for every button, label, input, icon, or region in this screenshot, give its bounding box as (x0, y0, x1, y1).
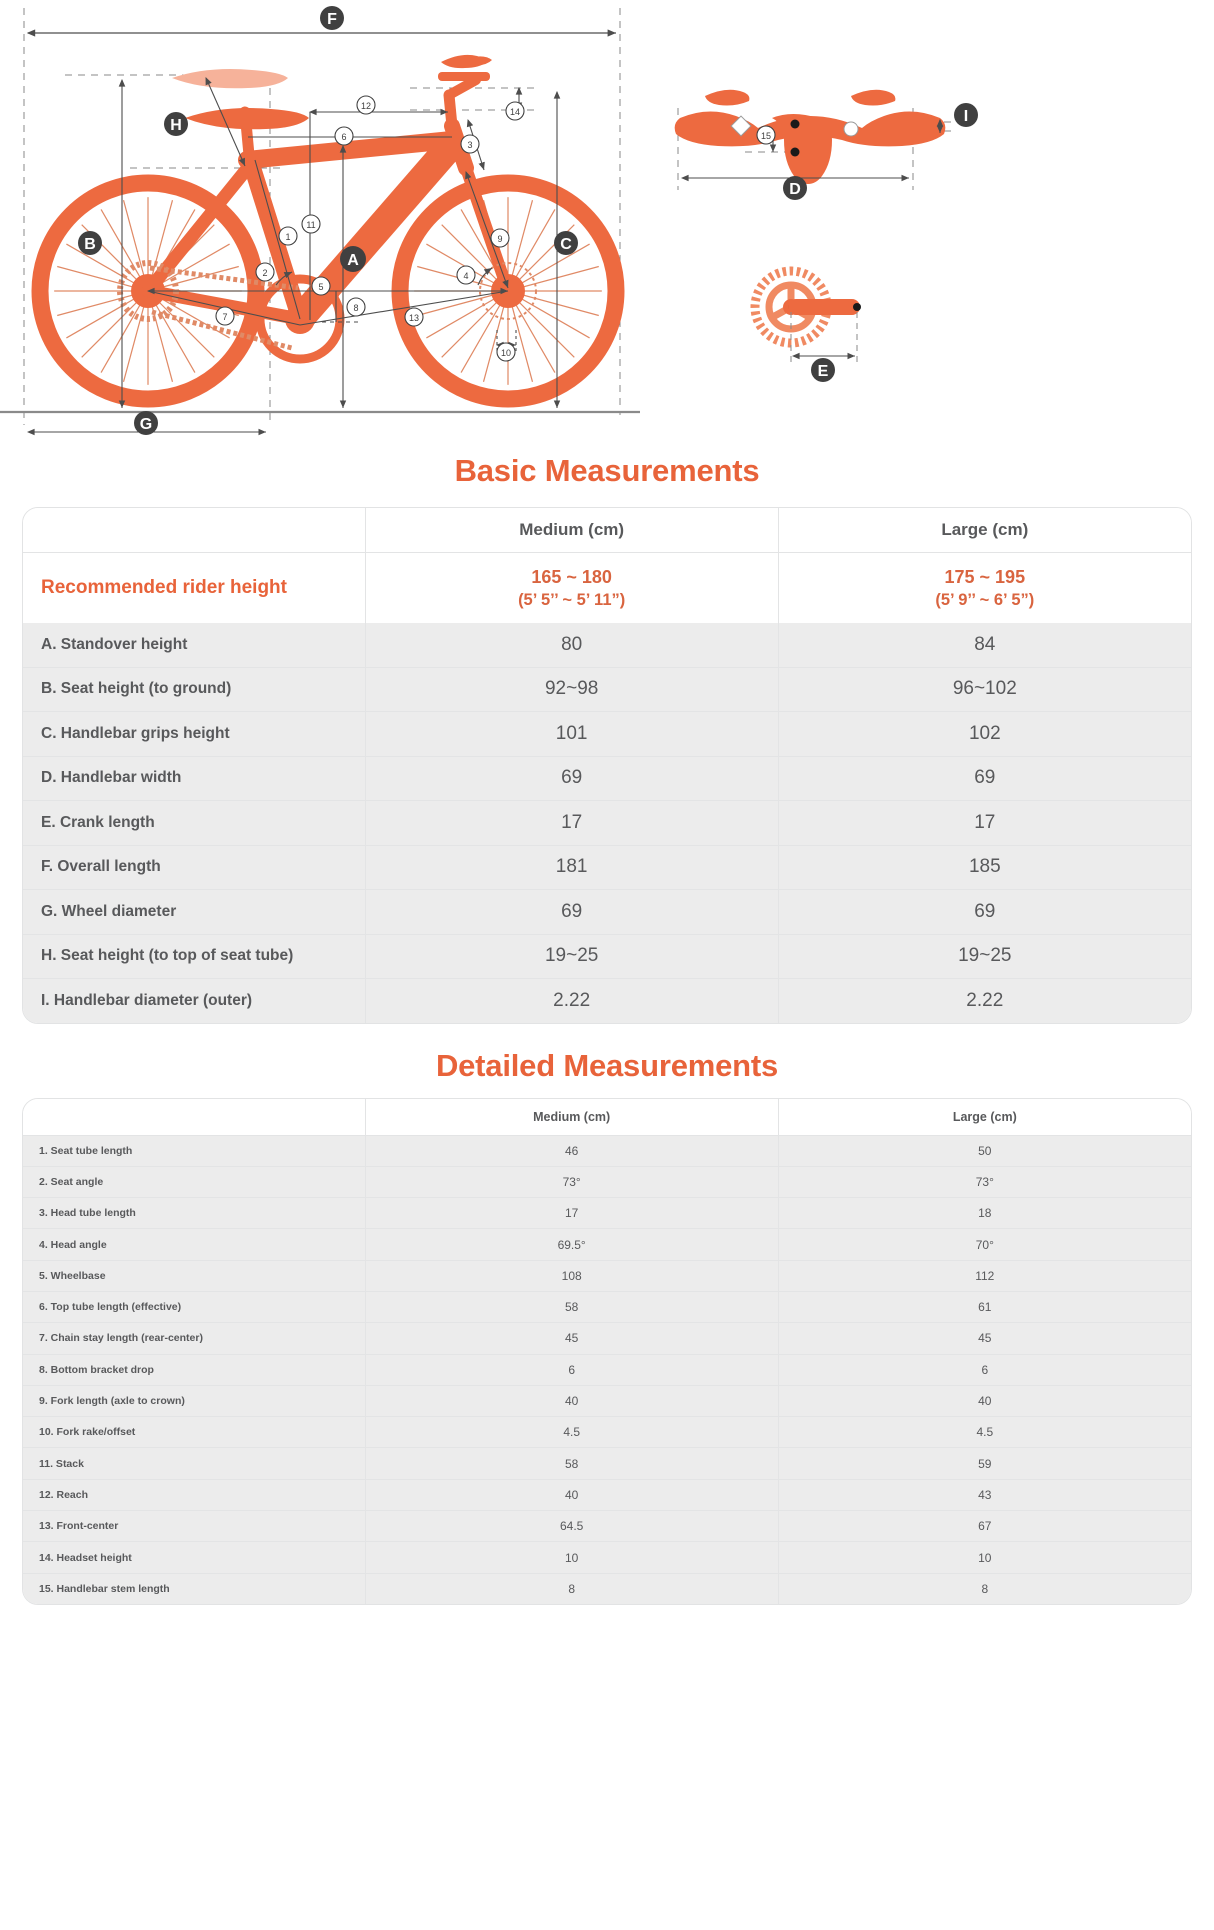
side-dimension-lines (28, 78, 557, 432)
svg-text:4: 4 (463, 271, 469, 281)
svg-text:15: 15 (760, 131, 772, 141)
row-label: 12. Reach (23, 1479, 365, 1510)
svg-text:12: 12 (360, 101, 372, 111)
row-medium-value: 58 (365, 1448, 778, 1479)
svg-text:11: 11 (306, 220, 316, 230)
row-label: 13. Front-center (23, 1511, 365, 1542)
callout-14 (506, 102, 524, 120)
callout-6 (335, 127, 353, 145)
callout-1 (279, 227, 297, 245)
callout-2 (256, 263, 274, 281)
svg-text:10: 10 (500, 348, 512, 358)
basic-measurements-table (23, 508, 1191, 1023)
row-medium-value: 64.5 (365, 1511, 778, 1542)
recommended-rider-height-row (23, 553, 1191, 624)
svg-text:G: G (139, 416, 153, 433)
detailed-measurements-table (23, 1099, 1191, 1604)
table-row (23, 1229, 1191, 1260)
row-medium-value: 19~25 (365, 934, 778, 979)
table-row (23, 623, 1191, 667)
row-large-value: 96~102 (778, 667, 1191, 712)
callout-G (134, 411, 158, 435)
table-row (23, 801, 1191, 846)
svg-text:I: I (963, 108, 969, 125)
handlebar-top-view (675, 90, 978, 200)
row-large-value: 45 (778, 1323, 1191, 1354)
table-row (23, 1198, 1191, 1229)
row-large-value: 102 (778, 712, 1191, 757)
row-large-value: 50 (778, 1135, 1191, 1166)
row-medium-value: 2.22 (365, 979, 778, 1023)
pedal-spindle (853, 303, 861, 311)
table-row (23, 756, 1191, 801)
row-large-value: 10 (778, 1542, 1191, 1573)
basic-measurements-table-wrapper (22, 507, 1192, 1024)
svg-text:F: F (327, 11, 337, 28)
row-large-value: 17 (778, 801, 1191, 846)
table-row (23, 1260, 1191, 1291)
svg-text:9: 9 (497, 234, 503, 244)
letter-callouts (78, 6, 578, 435)
table-row (23, 1542, 1191, 1573)
rider-height-label: Recommended rider height (23, 553, 365, 624)
detailed-header-blank (23, 1099, 365, 1136)
row-label: C. Handlebar grips height (23, 712, 365, 757)
row-medium-value: 46 (365, 1135, 778, 1166)
row-large-value: 40 (778, 1385, 1191, 1416)
row-label: 14. Headset height (23, 1542, 365, 1573)
callout-13 (405, 308, 423, 326)
row-label: 5. Wheelbase (23, 1260, 365, 1291)
detailed-header-medium: Medium (cm) (365, 1099, 778, 1136)
row-label: 4. Head angle (23, 1229, 365, 1260)
saddle (185, 108, 309, 129)
svg-text:2: 2 (262, 268, 268, 278)
row-medium-value: 69 (365, 756, 778, 801)
row-large-value: 59 (778, 1448, 1191, 1479)
table-row (23, 1479, 1191, 1510)
basic-measurements-title: Basic Measurements (454, 453, 760, 488)
rider-height-medium-imperial: (5’ 5’’ ~ 5’ 11”) (518, 591, 626, 610)
table-row (23, 1417, 1191, 1448)
table-row (23, 1511, 1191, 1542)
svg-text:14: 14 (509, 107, 521, 117)
row-large-value: 67 (778, 1511, 1191, 1542)
stem-bolt-front (791, 120, 800, 129)
table-row (23, 845, 1191, 890)
callout-A (340, 246, 366, 272)
callout-C (554, 231, 578, 255)
row-large-value: 84 (778, 623, 1191, 667)
row-label: 15. Handlebar stem length (23, 1573, 365, 1604)
row-medium-value: 10 (365, 1542, 778, 1573)
callout-4 (457, 266, 475, 284)
row-medium-value: 6 (365, 1354, 778, 1385)
basic-header-large: Large (cm) (778, 508, 1191, 553)
row-label: G. Wheel diameter (23, 890, 365, 935)
row-large-value: 2.22 (778, 979, 1191, 1023)
row-large-value: 185 (778, 845, 1191, 890)
callout-E (811, 358, 835, 382)
crank-arm (788, 299, 860, 315)
handlebar-shape (675, 90, 946, 184)
row-large-value: 19~25 (778, 934, 1191, 979)
row-medium-value: 69 (365, 890, 778, 935)
table-row (23, 1166, 1191, 1197)
row-label: 10. Fork rake/offset (23, 1417, 365, 1448)
row-large-value: 70° (778, 1229, 1191, 1260)
row-label: 1. Seat tube length (23, 1135, 365, 1166)
rider-height-large (778, 553, 1191, 624)
row-medium-value: 80 (365, 623, 778, 667)
row-medium-value: 8 (365, 1573, 778, 1604)
row-large-value: 4.5 (778, 1417, 1191, 1448)
row-label: E. Crank length (23, 801, 365, 846)
row-medium-value: 45 (365, 1323, 778, 1354)
row-medium-value: 40 (365, 1385, 778, 1416)
row-large-value: 73° (778, 1166, 1191, 1197)
bicycle-geometry-diagram (0, 0, 1214, 445)
table-row (23, 712, 1191, 757)
rider-height-large-cm: 175 ~ 195 (944, 566, 1026, 587)
callout-10 (497, 343, 515, 361)
svg-text:6: 6 (341, 132, 347, 142)
table-row (23, 1385, 1191, 1416)
callout-5 (312, 277, 330, 295)
detailed-header-large: Large (cm) (778, 1099, 1191, 1136)
callout-B (78, 231, 102, 255)
basic-table-body (23, 623, 1191, 1023)
svg-text:A: A (347, 252, 359, 269)
row-label: A. Standover height (23, 623, 365, 667)
callout-F (320, 6, 344, 30)
basic-header-blank (23, 508, 365, 553)
row-label: D. Handlebar width (23, 756, 365, 801)
row-label: 2. Seat angle (23, 1166, 365, 1197)
svg-text:H: H (170, 117, 182, 134)
callout-8 (347, 298, 365, 316)
svg-text:8: 8 (353, 303, 359, 313)
row-large-value: 112 (778, 1260, 1191, 1291)
detailed-table-header-row (23, 1099, 1191, 1136)
construction-lines (24, 8, 620, 425)
row-medium-value: 4.5 (365, 1417, 778, 1448)
callout-3 (461, 135, 479, 153)
callout-I (954, 103, 978, 127)
svg-text:D: D (789, 181, 801, 198)
row-medium-value: 40 (365, 1479, 778, 1510)
row-label: 7. Chain stay length (rear-center) (23, 1323, 365, 1354)
row-medium-value: 17 (365, 801, 778, 846)
detailed-measurements-title: Detailed Measurements (435, 1047, 779, 1083)
row-medium-value: 92~98 (365, 667, 778, 712)
row-large-value: 61 (778, 1291, 1191, 1322)
row-medium-value: 69.5° (365, 1229, 778, 1260)
callout-11 (302, 215, 320, 233)
rider-height-medium (365, 553, 778, 624)
table-row (23, 1291, 1191, 1322)
row-label: 6. Top tube length (effective) (23, 1291, 365, 1322)
row-large-value: 69 (778, 890, 1191, 935)
saddle-ghost (172, 69, 288, 88)
stem-bolt-rear (791, 148, 800, 157)
rider-height-medium-cm: 165 ~ 180 (531, 566, 612, 587)
row-large-value: 6 (778, 1354, 1191, 1385)
basic-header-medium: Medium (cm) (365, 508, 778, 553)
detailed-measurements-table-wrapper (22, 1098, 1192, 1605)
svg-text:E: E (817, 363, 829, 380)
svg-text:1: 1 (285, 232, 291, 242)
table-row (23, 1573, 1191, 1604)
callout-15 (757, 126, 775, 144)
table-row (23, 979, 1191, 1023)
detailed-table-body (23, 1135, 1191, 1604)
row-large-value: 69 (778, 756, 1191, 801)
crank-view (755, 271, 861, 382)
table-row (23, 934, 1191, 979)
row-large-value: 18 (778, 1198, 1191, 1229)
callout-7 (216, 307, 234, 325)
table-row (23, 1135, 1191, 1166)
svg-text:B: B (84, 236, 96, 253)
row-label: I. Handlebar diameter (outer) (23, 979, 365, 1023)
row-medium-value: 17 (365, 1198, 778, 1229)
row-label: 8. Bottom bracket drop (23, 1354, 365, 1385)
row-medium-value: 58 (365, 1291, 778, 1322)
table-row (23, 1354, 1191, 1385)
row-label: F. Overall length (23, 845, 365, 890)
svg-text:7: 7 (222, 312, 228, 322)
callout-D (783, 176, 807, 200)
svg-text:13: 13 (408, 313, 420, 323)
handlebar-side (438, 55, 492, 81)
row-label: 9. Fork length (axle to crown) (23, 1385, 365, 1416)
svg-text:3: 3 (467, 140, 473, 150)
row-label: H. Seat height (to top of seat tube) (23, 934, 365, 979)
table-row (23, 1323, 1191, 1354)
row-label: 3. Head tube length (23, 1198, 365, 1229)
callout-9 (491, 229, 509, 247)
row-medium-value: 108 (365, 1260, 778, 1291)
row-medium-value: 73° (365, 1166, 778, 1197)
row-medium-value: 101 (365, 712, 778, 757)
row-large-value: 43 (778, 1479, 1191, 1510)
row-medium-value: 181 (365, 845, 778, 890)
svg-text:5: 5 (318, 282, 324, 292)
row-label: 11. Stack (23, 1448, 365, 1479)
table-row (23, 890, 1191, 935)
row-large-value: 8 (778, 1573, 1191, 1604)
svg-text:C: C (560, 236, 572, 253)
rider-height-large-imperial: (5’ 9’’ ~ 6’ 5”) (935, 591, 1035, 610)
row-label: B. Seat height (to ground) (23, 667, 365, 712)
basic-table-header-row (23, 508, 1191, 553)
table-row (23, 667, 1191, 712)
callout-12 (357, 96, 375, 114)
callout-H (164, 112, 188, 136)
table-row (23, 1448, 1191, 1479)
